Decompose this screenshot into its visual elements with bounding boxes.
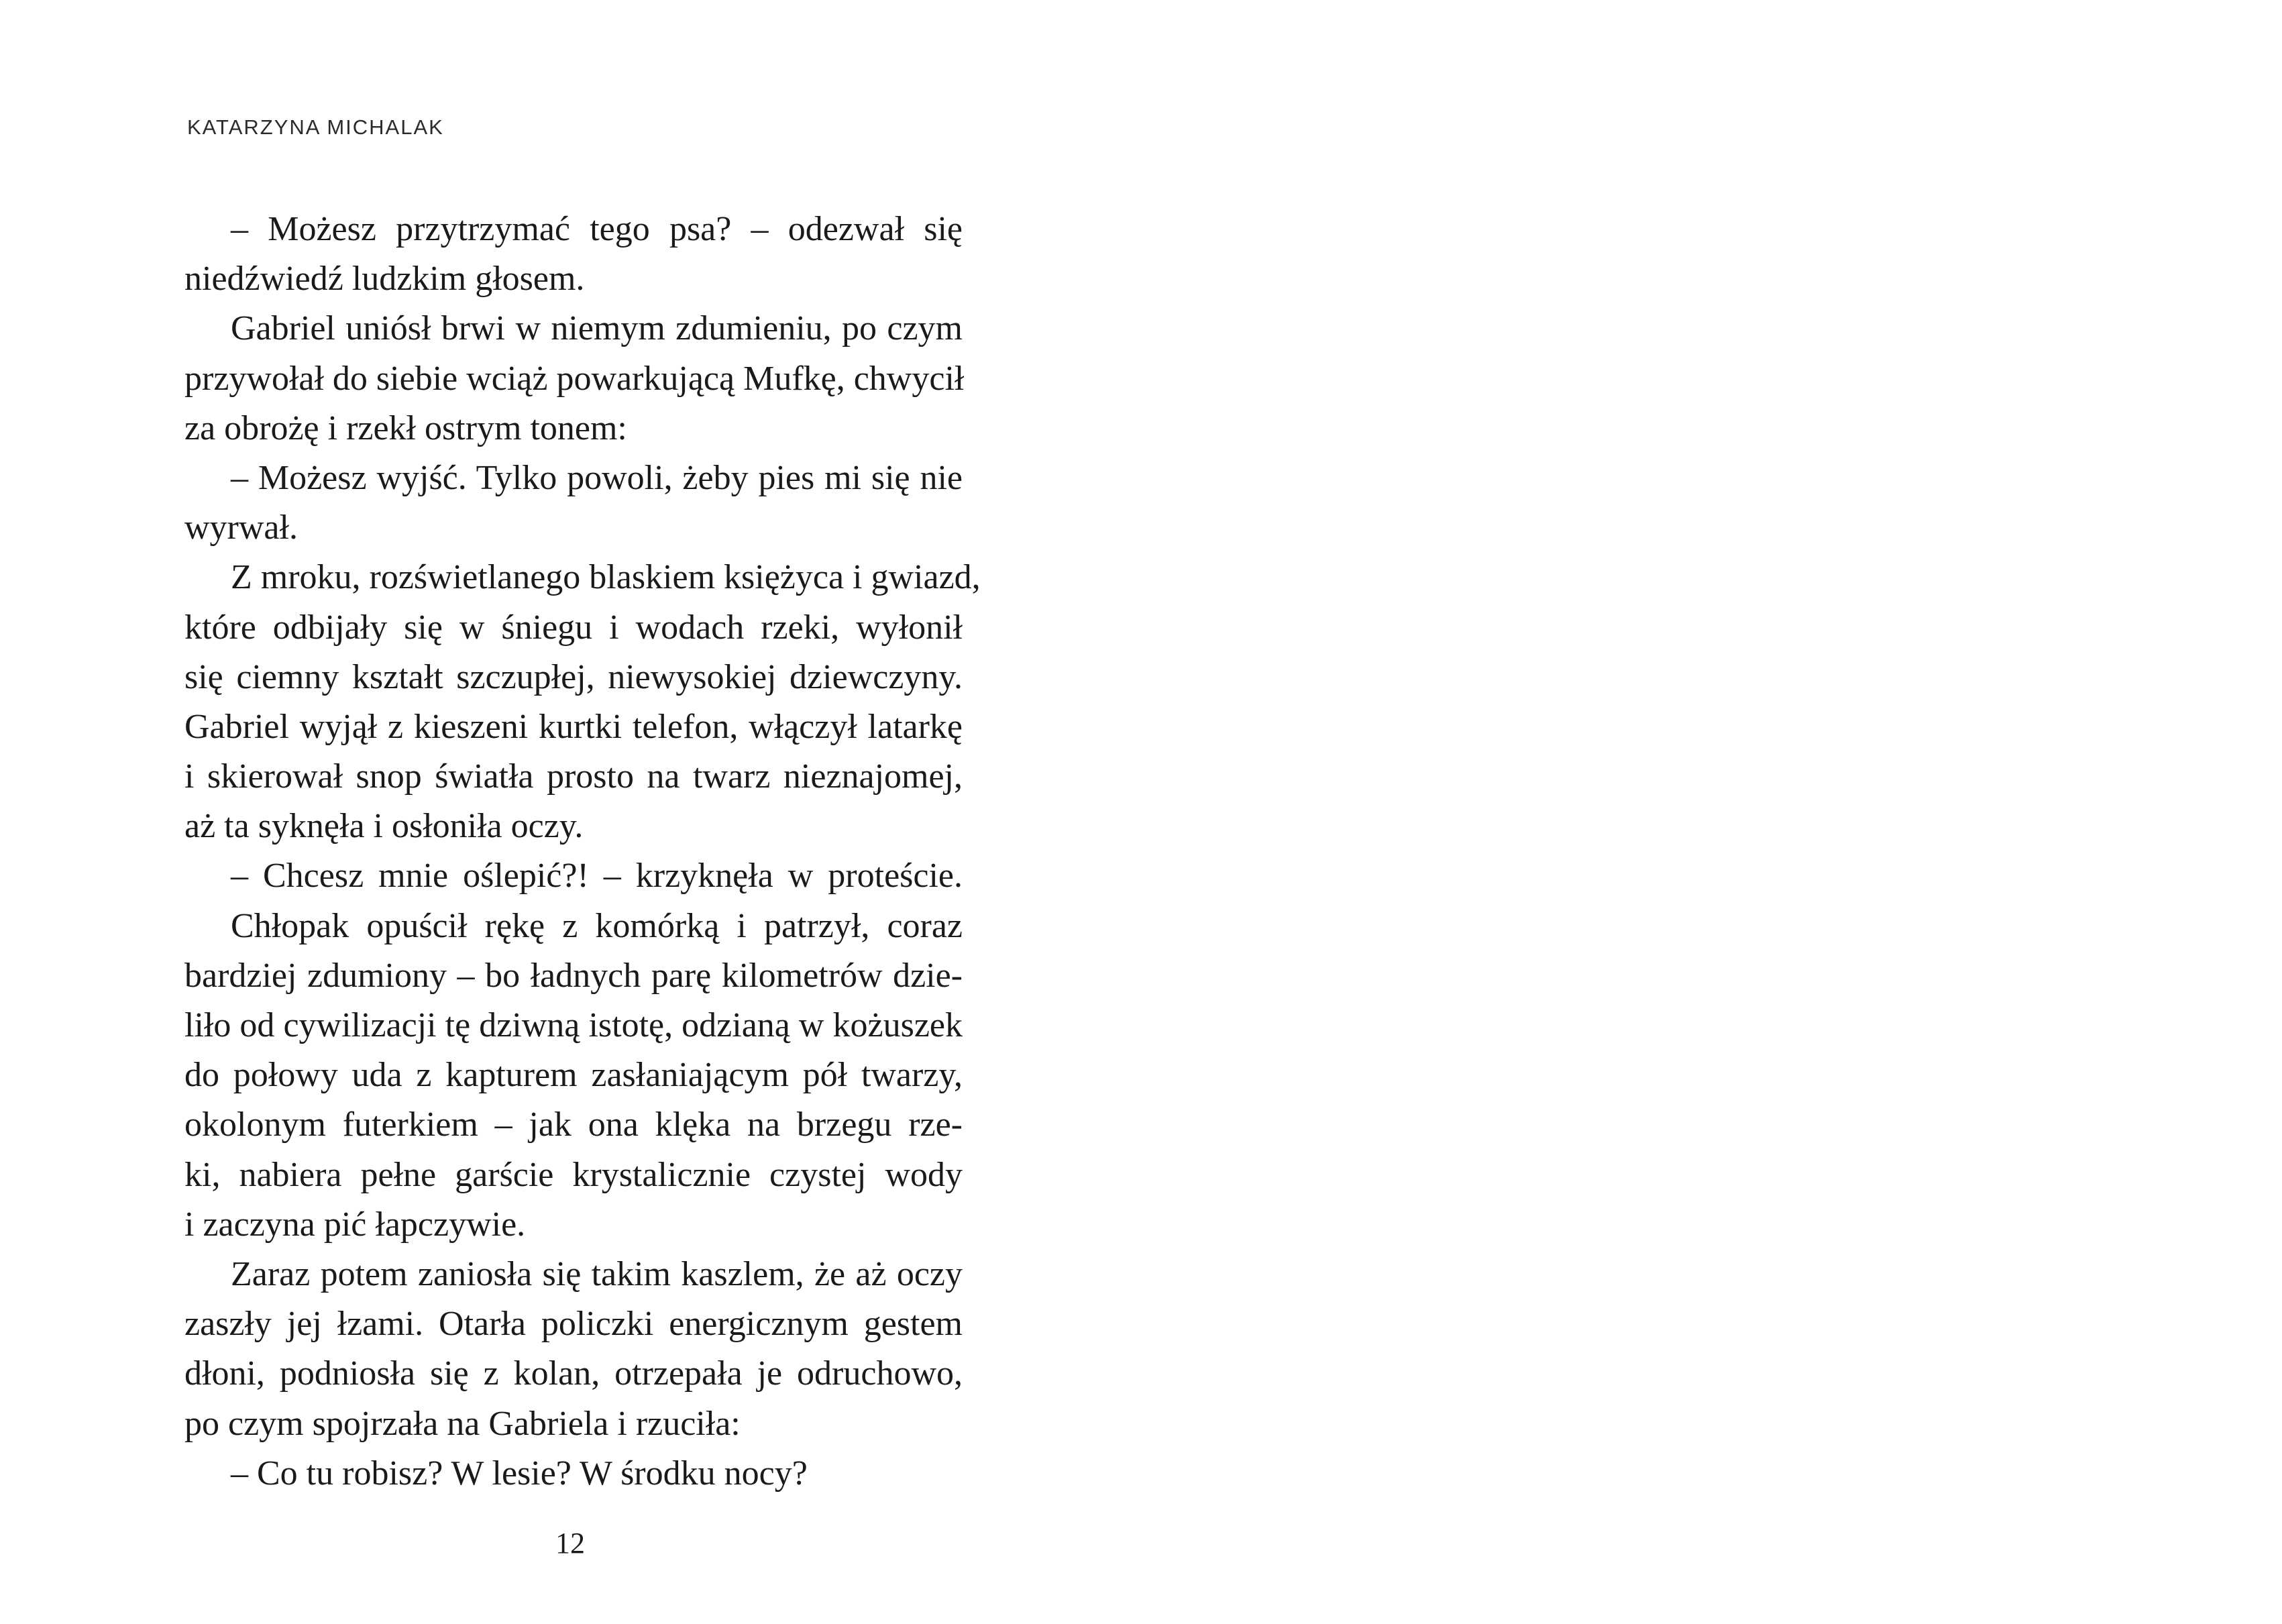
text-line: Zaraz potem zaniosła się takim kaszlem, że aż oczy xyxy=(231,1254,963,1293)
text-line: Z mroku, rozświetlanego blaskiem księżyca i gwiazd, xyxy=(231,558,981,597)
text-line: za obrożę i rzekł ostrym tonem: xyxy=(184,409,627,447)
text-line: do połowy uda z kapturem zasłaniającym pół twarzy, xyxy=(184,1056,963,1095)
text-line: Gabriel wyjął z kieszeni kurtki telefon, włączył latarkę xyxy=(184,707,963,746)
right-page-blank xyxy=(1141,0,2282,1624)
text-line: okolonym futerkiem – jak ona klęka na brzegu rze- xyxy=(184,1105,963,1144)
text-line: aż ta syknęła i osłoniła oczy. xyxy=(184,807,584,846)
text-line: zaszły jej łzami. Otarła policzki energicznym gestem xyxy=(184,1305,963,1344)
running-head-author: KATARZYNA MICHALAK xyxy=(187,115,444,139)
text-line: po czym spojrzała na Gabriela i rzuciła: xyxy=(184,1404,741,1443)
text-line: niedźwiedź ludzkim głosem. xyxy=(184,260,585,299)
text-line: ki, nabiera pełne garście krystalicznie czystej wody xyxy=(184,1155,963,1194)
text-line: które odbijały się w śniegu i wodach rzeki, wyłonił xyxy=(184,608,963,647)
text-line: Gabriel uniósł brwi w niemym zdumieniu, po czym xyxy=(231,309,963,348)
text-line: – Co tu robisz? W lesie? W środku nocy? xyxy=(231,1454,808,1493)
text-line: liło od cywilizacji tę dziwną istotę, odzianą w kożuszek xyxy=(184,1006,963,1044)
page-number: 12 xyxy=(555,1527,585,1560)
body-text xyxy=(184,205,981,1499)
text-line: i zaczyna pić łapczywie. xyxy=(184,1205,526,1244)
text-line: – Możesz przytrzymać tego psa? – odezwał się xyxy=(231,210,963,248)
text-line: – Możesz wyjść. Tylko powoli, żeby pies mi się nie xyxy=(231,458,963,497)
text-line: dłoni, podniosła się z kolan, otrzepała je odruchowo, xyxy=(184,1354,963,1393)
text-line: – Chcesz mnie oślepić?! – krzyknęła w proteście. xyxy=(231,857,963,896)
text-line: się ciemny kształt szczupłej, niewysokiej dziewczyny. xyxy=(184,657,963,696)
text-line: przywołał do siebie wciąż powarkującą Mufkę, chwycił xyxy=(184,359,965,398)
text-line: wyrwał. xyxy=(184,508,298,547)
text-line: Chłopak opuścił rękę z komórką i patrzył, coraz xyxy=(231,906,963,945)
text-line: bardziej zdumiony – bo ładnych parę kilometrów dzie- xyxy=(184,956,963,995)
text-line: i skierował snop światła prosto na twarz nieznajomej, xyxy=(184,757,963,796)
